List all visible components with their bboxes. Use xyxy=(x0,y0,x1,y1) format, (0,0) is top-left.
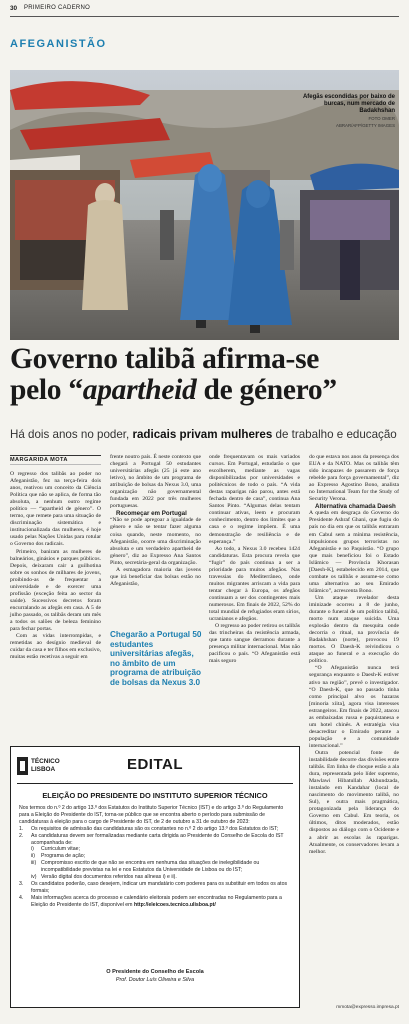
edital-subtitle: ELEIÇÃO DO PRESIDENTE DO INSTITUTO SUPERIOR TÉCNICO xyxy=(42,791,268,800)
subitem-text: Compromisso escrito de que não se encontra em nenhuma das situações de inelegibilidade ou incompatibilidade previstas na lei e nos Estatutos da Universidade de Lisboa ou do IST; xyxy=(41,860,260,874)
item-text: Os candidatos poderão, caso desejem, indicar um mandatário com poderes para os substituir em todos os atos formais; xyxy=(31,880,288,894)
paragraph: frente noutro país. É neste contexto que chegará a Portugal 50 estudantes universitárias afegãs (25 já este ano letivo), no âmbito de um programa de atribuição de bolsas da Nexus 3.0, uma organização não governamental fundada em 2022 por três mulheres portuguesas. xyxy=(110,454,201,510)
paragraph: O regresso ao poder retirou os talibãs das trincheiras da resistência armada, que tanto sangue derramou durante a presença militar internacional. Mas não pacificou o país. “O Afeganistão está mais seguro xyxy=(209,623,300,665)
article-column-3 xyxy=(209,454,300,665)
item-number: 3. xyxy=(19,880,24,887)
edital-signatory-name: Prof. Doutor Luís Oliveira e Silva xyxy=(115,977,195,983)
subhead-part-a: Há dois anos no poder, xyxy=(10,428,133,441)
byline: MARGARIDA MOTA xyxy=(10,455,101,465)
photo-caption-text: Afegãs escondidas por baixo de burcas, num mercado de Badakhshan xyxy=(302,94,395,114)
article-column-2 xyxy=(110,454,201,588)
subitem-number: iv) xyxy=(31,874,37,881)
photo-credit-line-1: FOTO OMER xyxy=(368,116,395,121)
paragraph: O regresso dos talibãs ao poder no Afeganistão, fez na terça-feira dois anos, reativou um conceito da Ciência Política que não se aplica, de forma tão absoluta, a nenhum outro regime político — “apartheid de género”. O termo, que remete para uma situação de discriminação sistemática e institucionalizada das mulheres, é hoje usado pelas Nações Unidas para rotular o Governo dos radicais. xyxy=(10,471,101,548)
paragraph: Outra potencial fonte de instabilidade decorre das divisões entre talibãs. Em linha de choque estão a ala dura, representada pelo líder supremo, Mawlawi Hibatullah Akhundzada, instalado em Kandahar (local de nascimento do movimento talibã, no Sul), e outra mais pragmática, protagonizada pela liderança do Governo em Cabul. Em teoria, os últimos, ditos moderados, estão dispostos ao diálogo com o Ocidente e a abrir as escolas às raparigas. Atualmente, os conservadores levam a melhor. xyxy=(309,749,399,855)
photo-caption xyxy=(300,94,395,129)
subitem-number: i) xyxy=(31,846,34,853)
headline-italic-word: apartheid xyxy=(82,374,197,406)
article-column-1 xyxy=(10,471,101,661)
edital-item xyxy=(19,881,291,895)
institution-name-1: TÉCNICO xyxy=(31,758,60,765)
edital-advertisement xyxy=(10,746,300,1008)
edital-subitem xyxy=(19,853,291,860)
article-headline xyxy=(10,344,399,406)
paragraph: do que estava nos anos da presença dos EUA e da NATO. Mas os talibãs têm sido incapazes de passarem de força rebelde para força governamental”, diz ao Expresso Agostino Bono, analista no International Team for the Study of Security Verona. xyxy=(309,454,399,503)
subitem-text: Programa de ação; xyxy=(41,853,86,860)
paragraph: Ao todo, a Nexus 3.0 recebeu 1424 candidaturas. Esta procura revela que “fugir” do país continua a ser a prioridade para muitos afegãos. Nas travessias do Mediterrâneo, onde muitos migrantes arriscam a vida para tentar chegar à Europa, os afegãos continuam a ser dos contingentes mais numerosos. Em finais de 2022, 52% do total mundial de refugiados eram sírios, ucranianos e afegãos. xyxy=(209,545,300,623)
edital-item xyxy=(19,826,291,833)
edital-intro: Nos termos do n.º 2 do artigo 13.º dos Estatutos do Instituto Superior Técnico (IST) e do artigo 3.º do Regulamento para a Eleição do Presidente do IST, torna-se público que se encontra aberto o período para submissão de candidaturas à eleição para o cargo de Presidente do IST, de 2 de outubro a 31 de outubro de 2023: xyxy=(19,805,284,825)
item-number: 4. xyxy=(19,894,24,901)
paragraph: A queda em desgraça do Governo do Presidente Ashraf Ghani, que fugiu do país no dia em que os talibãs entraram em Cabul sem a mínima resistência, impulsionou grupos terroristas no Afeganistão e no Paquistão. “O grupo que mais beneficiou foi o Estado Islâmico — Província Khorasan [Daesh-K], estabelecido em 2014, que combate os talibãs e assume-se como uma alternativa ao seu Emirado Islâmico”, acrescenta Bono. xyxy=(309,510,399,594)
item-text: As candidaturas devem ser formalizadas mediante carta dirigida ao Presidente do Conselho de Escola do IST acompanhada de: xyxy=(31,832,284,846)
subitem-number: iii) xyxy=(31,860,37,867)
pull-quote: Chegarão a Portugal 50 estudantes universitárias afegãs, no âmbito de um programa de atribuição de bolsas da Nexus 3.0 xyxy=(110,630,202,687)
article-column-4 xyxy=(309,454,399,856)
elections-link[interactable]: http://eleicoes.tecnico.ulisboa.pt/ xyxy=(133,901,216,908)
newspaper-section-name: PRIMEIRO CADERNO xyxy=(24,5,91,11)
item-text: Os requisitos de admissão das candidaturas são os constantes no n.º 2 do artigo 13.º dos Estatutos do IST; xyxy=(31,825,279,832)
paragraph: Um ataque revelador desta iminizade ocorreu a 8 de junho, durante o funeral de um político talibã, morto num ataque suicida. Uma explosão dentro da mesquita onde decorria o ritual, na província de Badakhshan (norte), provocou 19 mortos. O Daesh-K reivindicou o ataque ao funeral e a execução do político. xyxy=(309,594,399,665)
headline-part-c: de género” xyxy=(196,374,337,406)
subhead-part-c: de trabalho e educação xyxy=(272,428,397,441)
item-text: Mais informações acerca do processo e calendário eleitorais podem ser encontradas no Regulamento para a Eleição do Presidente do IST, disponível em xyxy=(31,894,282,908)
edital-subitem xyxy=(19,846,291,853)
section-title: AFEGANISTÃO xyxy=(10,38,107,50)
author-email[interactable]: mmota@expresso.impresa.pt xyxy=(336,1005,399,1010)
edital-item xyxy=(19,895,291,909)
article-subheadline xyxy=(10,428,399,441)
edital-signatory-title: O Presidente do Conselho de Escola xyxy=(106,969,204,975)
subhead-bold: radicais privam mulheres xyxy=(132,428,273,441)
page-number: 30 xyxy=(10,5,18,12)
paragraph: Com as vidas interrompidas, e remetidas ao desígnio medieval de cuidar da casa e ter filhos em exclusivo, muitas estão recetivas a seguir em xyxy=(10,633,101,661)
paragraph: “O Afeganistão nunca terá segurança enquanto o Daesh-K estiver ativo na região”, prevê o investigador. “O Daesh-K, que no passado tinha como principal alvo os hazaras [minoria xiita], agora visa interesses estrangeiros. Em finais de 2022, atacou as embaixadas russa e paquistanesa e um hotel chinês. A estratégia visa desacreditar o Emirado perante a população e a comunidade internacional.” xyxy=(309,665,399,749)
edital-subitem xyxy=(19,860,291,874)
headline-line-1: Governo talibã afirma-se xyxy=(10,343,320,375)
institution-name-2: LISBOA xyxy=(31,766,56,773)
column-subtitle: Recomeçar em Portugal xyxy=(116,510,187,518)
subitem-text: Curriculum vitae; xyxy=(41,846,80,853)
paragraph: A esmagadora maioria das jovens que irá beneficiar das bolsas estão no Afeganistão, xyxy=(110,566,201,587)
paragraph: “Não se pode apregoar a igualdade de género e não se tentar fazer alguma coisa quando, neste momento, no Afeganistão, ocorre uma discriminação absoluta e um verdadeiro apartheid de género”, diz ao Expresso Ana Santos Pinto, secretária-geral da organização. xyxy=(110,517,201,566)
item-number: 2. xyxy=(19,832,24,839)
column-subtitle: Alternativa chamada Daesh xyxy=(315,503,396,511)
edital-body xyxy=(19,805,291,909)
photo-credit-line-2: ABRAR/AFP/GETTY IMAGES xyxy=(336,123,395,128)
subitem-number: ii) xyxy=(31,853,36,860)
paragraph: onde frequentavam os mais variados cursos. Em Portugal, estudarão o que escolherem, mediante as vagas disponibilizadas por universidades e politécnicos de todo o país. “A vida destas raparigas não parou, antes está fechada dentro de casa”, continua Ana Santos Pinto. “Algumas delas tentam continuar ativas, leem e procuram conhecimento, dentro dos limites que a casa e o regime impõem. É uma demonstração de resiliência e de esperança.” xyxy=(209,454,300,545)
header-rule xyxy=(10,16,399,17)
headline-line-2 xyxy=(10,375,399,406)
edital-item xyxy=(19,833,291,847)
edital-subitem xyxy=(19,874,291,881)
subitem-text: Versão digital dos documentos referidos nas alíneas i) e ii). xyxy=(41,874,177,881)
edital-title: EDITAL xyxy=(126,756,184,773)
headline-part-a: pelo “ xyxy=(10,374,83,406)
item-number: 1. xyxy=(19,825,24,832)
edital-header xyxy=(17,753,293,784)
paragraph: Primeiro, baniram as mulheres de balneários, ginásios e parques públicos. Depois, deixaram cair a guilhotina sobre os sonhos de milhares de jovens, proibindo-as de frequentar a universidade e de exercer uma profissão (exceção feita ao sector da saúde). Sucessivos decretos foram encurralando as afegãs em casa. A 5 de julho passado, os talibãs deram um mês a todos os salões de beleza feminino para fechar portas. xyxy=(10,548,101,633)
